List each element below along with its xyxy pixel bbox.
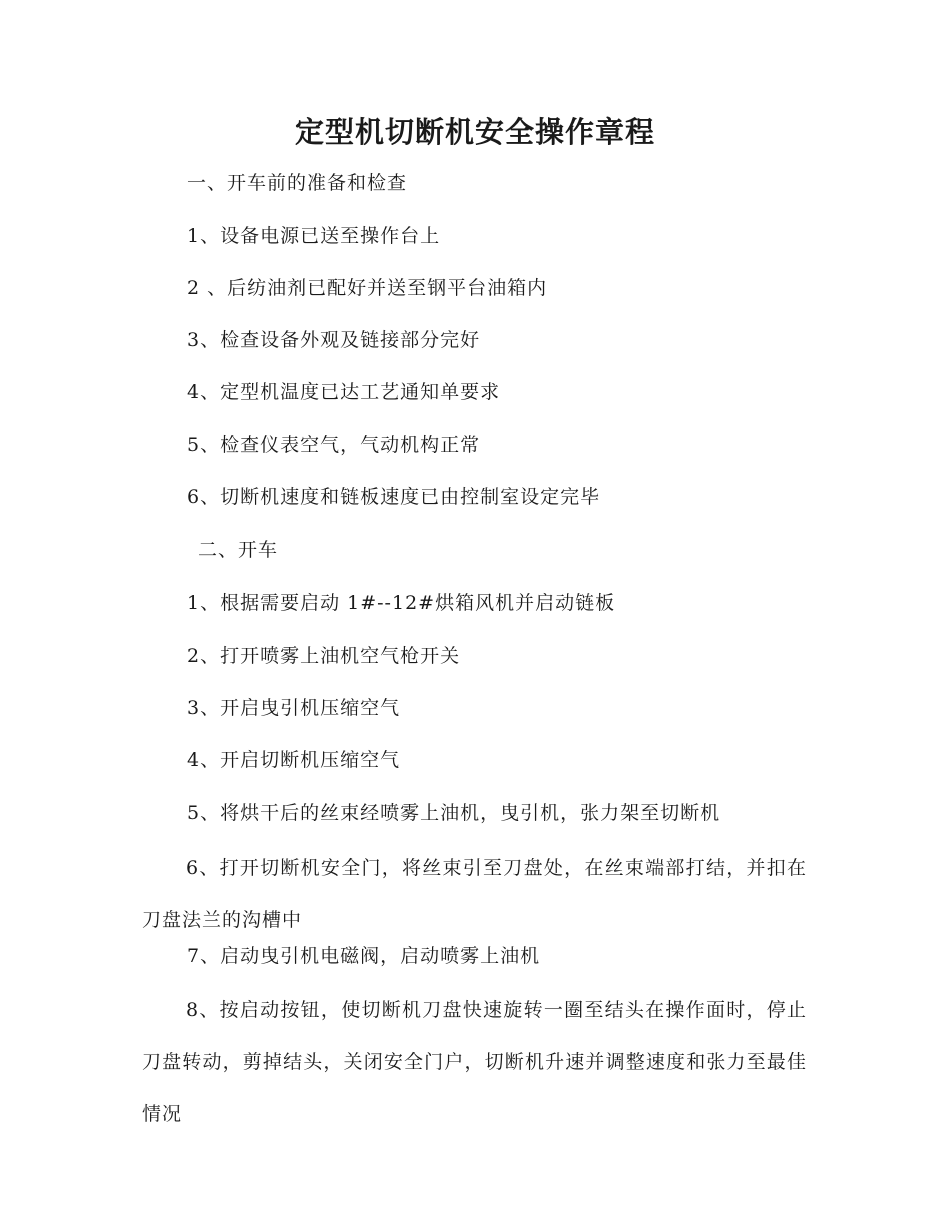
list-item: 2 、后纺油剂已配好并送至钢平台油箱内: [187, 277, 548, 299]
list-item: 5、检查仪表空气，气动机构正常: [187, 434, 481, 456]
list-item: 7、启动曳引机电磁阀，启动喷雾上油机: [187, 945, 541, 967]
list-item: 5、将烘干后的丝束经喷雾上油机，曳引机，张力架至切断机: [187, 802, 721, 824]
section-heading-preparation: 一、开车前的准备和检查: [187, 172, 408, 194]
list-item: 3、检查设备外观及链接部分完好: [187, 329, 481, 351]
list-item: 1、设备电源已送至操作台上: [187, 225, 441, 247]
list-item: 3、开启曳引机压缩空气: [187, 697, 401, 719]
list-item-paragraph: 8、按启动按钮，使切断机刀盘快速旋转一圈至结头在操作面时，停止刀盘转动，剪掉结头，关闭安全门户，切断机升速并调整速度和张力至最佳情况: [142, 999, 807, 1125]
section-heading-startup: 二、开车: [198, 539, 279, 561]
list-item: 4、开启切断机压缩空气: [187, 749, 401, 771]
list-item-paragraph: 6、打开切断机安全门，将丝束引至刀盘处，在丝束端部打结，并扣在刀盘法兰的沟槽中: [142, 857, 807, 931]
list-item: 6、切断机速度和链板速度已由控制室设定完毕: [187, 486, 601, 508]
document-title: 定型机切断机安全操作章程: [294, 115, 655, 149]
list-item: 4、定型机温度已达工艺通知单要求: [187, 381, 501, 403]
list-item: 2、打开喷雾上油机空气枪开关: [187, 645, 461, 667]
list-item: 1、根据需要启动 1#--12#烘箱风机并启动链板: [187, 592, 616, 614]
